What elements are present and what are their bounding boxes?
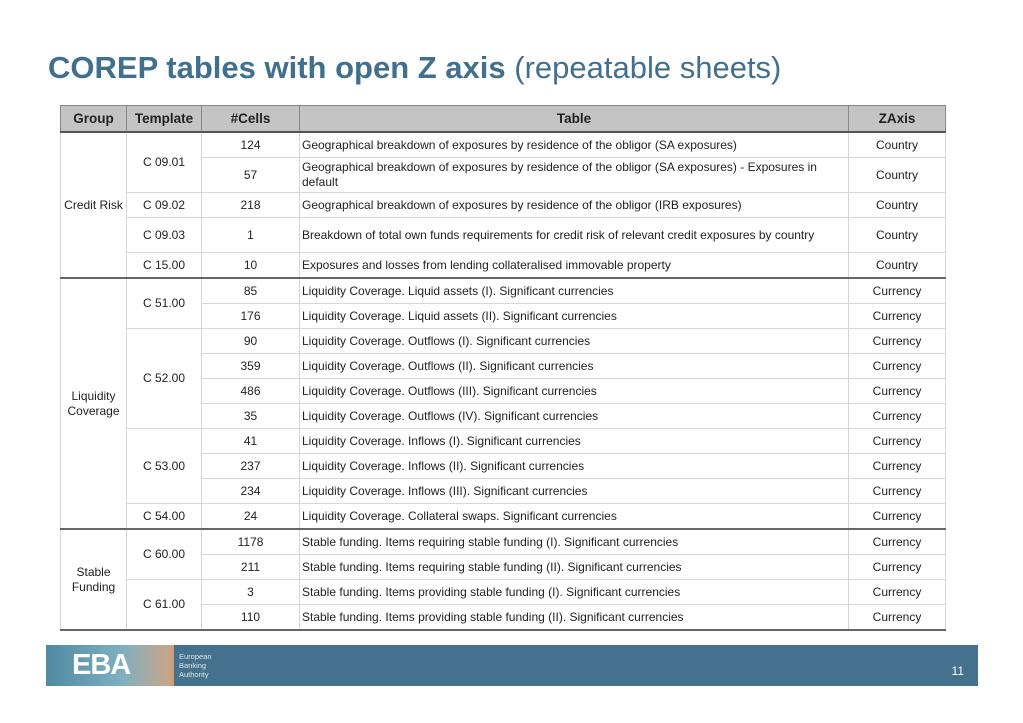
cells-count: 1 (202, 218, 300, 253)
cells-count: 85 (202, 278, 300, 304)
template-cell: C 54.00 (127, 504, 202, 530)
zaxis-value: Currency (849, 580, 946, 605)
template-cell: C 61.00 (127, 580, 202, 631)
header-zaxis: ZAxis (849, 106, 946, 133)
table-body (61, 132, 946, 630)
table-name: Liquidity Coverage. Inflows (II). Significant currencies (300, 454, 849, 479)
cells-count: 3 (202, 580, 300, 605)
table-name: Liquidity Coverage. Outflows (I). Significant currencies (300, 329, 849, 354)
template-cell: C 52.00 (127, 329, 202, 429)
cells-count: 486 (202, 379, 300, 404)
table-name: Liquidity Coverage. Liquid assets (I). Significant currencies (300, 278, 849, 304)
cells-count: 176 (202, 304, 300, 329)
zaxis-value: Currency (849, 404, 946, 429)
table-name: Geographical breakdown of exposures by residence of the obligor (SA exposures) (300, 132, 849, 158)
table-name: Liquidity Coverage. Collateral swaps. Significant currencies (300, 504, 849, 530)
group-cell: Stable Funding (61, 529, 127, 630)
header-template: Template (127, 106, 202, 133)
table-name: Breakdown of total own funds requirements for credit risk of relevant credit exposures by country (300, 218, 849, 253)
zaxis-value: Country (849, 132, 946, 158)
cells-count: 24 (202, 504, 300, 530)
table-row (61, 529, 946, 555)
table-name: Liquidity Coverage. Outflows (II). Significant currencies (300, 354, 849, 379)
zaxis-value: Country (849, 253, 946, 279)
zaxis-value: Currency (849, 504, 946, 530)
cells-count: 211 (202, 555, 300, 580)
corep-table (60, 105, 946, 631)
zaxis-value: Currency (849, 429, 946, 454)
table-name: Liquidity Coverage. Inflows (I). Significant currencies (300, 429, 849, 454)
cells-count: 359 (202, 354, 300, 379)
cells-count: 124 (202, 132, 300, 158)
header-group: Group (61, 106, 127, 133)
table-row (61, 193, 946, 218)
cells-count: 1178 (202, 529, 300, 555)
cells-count: 35 (202, 404, 300, 429)
table-row (61, 329, 946, 354)
logo-text: EBA (72, 649, 131, 681)
zaxis-value: Currency (849, 329, 946, 354)
cells-count: 218 (202, 193, 300, 218)
table-row (61, 278, 946, 304)
zaxis-value: Currency (849, 479, 946, 504)
header-cells: #Cells (202, 106, 300, 133)
header-table: Table (300, 106, 849, 133)
template-cell: C 53.00 (127, 429, 202, 504)
template-cell: C 51.00 (127, 278, 202, 329)
table-row (61, 132, 946, 158)
zaxis-value: Currency (849, 379, 946, 404)
title-bold: COREP tables with open Z axis (48, 50, 506, 85)
eba-logo (46, 645, 174, 686)
template-cell: C 09.01 (127, 132, 202, 193)
table-name: Geographical breakdown of exposures by residence of the obligor (SA exposures) - Exposures in default (300, 158, 849, 193)
group-cell: Liquidity Coverage (61, 278, 127, 529)
zaxis-value: Country (849, 218, 946, 253)
template-cell: C 09.03 (127, 218, 202, 253)
org-line: Banking (179, 661, 207, 670)
zaxis-value: Currency (849, 278, 946, 304)
table-row (61, 429, 946, 454)
cells-count: 57 (202, 158, 300, 193)
zaxis-value: Currency (849, 304, 946, 329)
org-line: Authority (179, 670, 209, 679)
table-name: Stable funding. Items providing stable funding (I). Significant currencies (300, 580, 849, 605)
table-name: Geographical breakdown of exposures by residence of the obligor (IRB exposures) (300, 193, 849, 218)
table-row (61, 504, 946, 530)
cells-count: 10 (202, 253, 300, 279)
cells-count: 90 (202, 329, 300, 354)
zaxis-value: Currency (849, 605, 946, 631)
org-line: European (179, 652, 212, 661)
zaxis-value: Currency (849, 529, 946, 555)
cells-count: 237 (202, 454, 300, 479)
template-cell: C 15.00 (127, 253, 202, 279)
group-cell: Credit Risk (61, 132, 127, 278)
table-row (61, 253, 946, 279)
zaxis-value: Currency (849, 555, 946, 580)
table-name: Stable funding. Items requiring stable funding (I). Significant currencies (300, 529, 849, 555)
table-name: Stable funding. Items requiring stable funding (II). Significant currencies (300, 555, 849, 580)
table-name: Liquidity Coverage. Liquid assets (II). Significant currencies (300, 304, 849, 329)
footer-bar (46, 645, 978, 686)
page-number: 11 (951, 664, 964, 678)
zaxis-value: Country (849, 158, 946, 193)
cells-count: 41 (202, 429, 300, 454)
zaxis-value: Country (849, 193, 946, 218)
page-title (48, 50, 781, 86)
table-name: Liquidity Coverage. Outflows (IV). Significant currencies (300, 404, 849, 429)
zaxis-value: Currency (849, 354, 946, 379)
table-row (61, 580, 946, 605)
table-name: Liquidity Coverage. Inflows (III). Significant currencies (300, 479, 849, 504)
cells-count: 234 (202, 479, 300, 504)
org-name (179, 652, 212, 679)
table-name: Exposures and losses from lending collateralised immovable property (300, 253, 849, 279)
header-row (61, 106, 946, 133)
table-name: Stable funding. Items providing stable funding (II). Significant currencies (300, 605, 849, 631)
table-name: Liquidity Coverage. Outflows (III). Significant currencies (300, 379, 849, 404)
table-row (61, 218, 946, 253)
title-subtitle: (repeatable sheets) (514, 50, 782, 85)
template-cell: C 09.02 (127, 193, 202, 218)
zaxis-value: Currency (849, 454, 946, 479)
cells-count: 110 (202, 605, 300, 631)
template-cell: C 60.00 (127, 529, 202, 580)
